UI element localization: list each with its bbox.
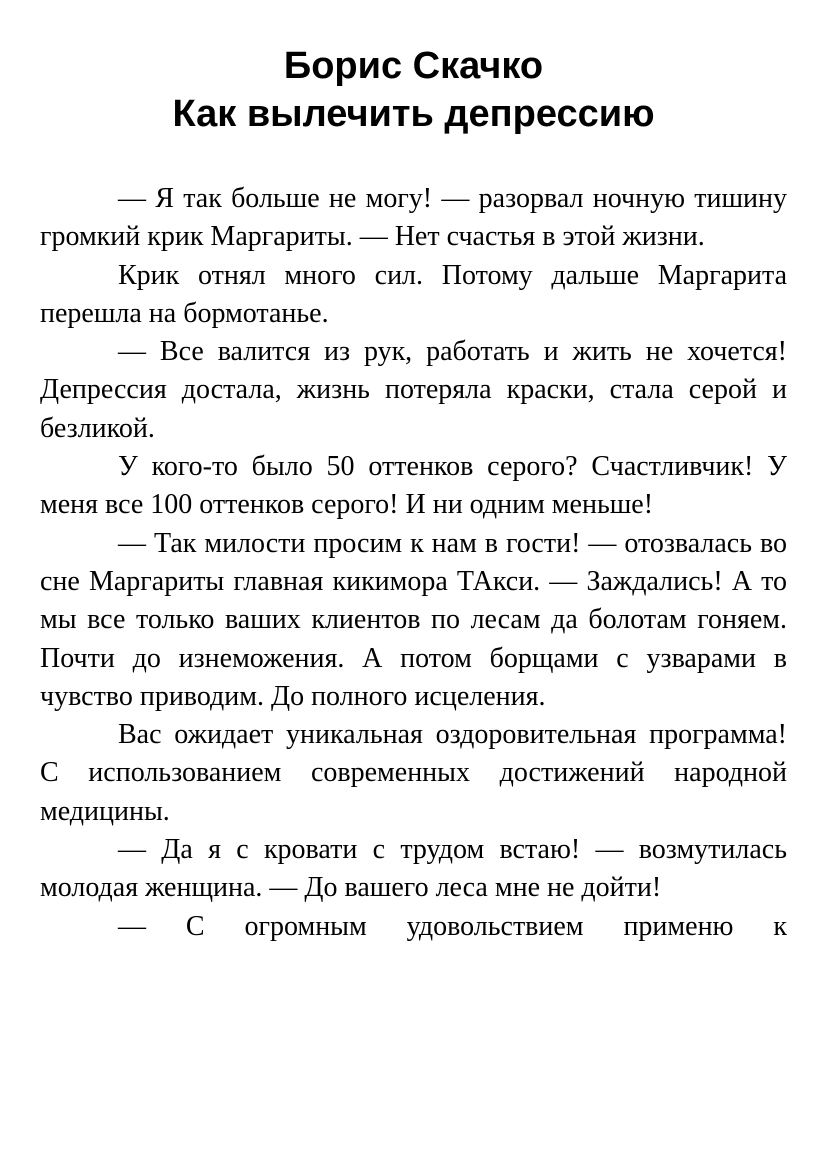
paragraph: — Да я с кровати с трудом встаю! — возмутилась молодая женщина. — До вашего леса мне не дойти!	[40, 834, 787, 904]
author-name: Борис Скачко	[283, 45, 544, 87]
paragraph: У кого-то было 50 оттенков серого? Счастливчик! У меня все 100 оттенков серого! И ни одним меньше!	[40, 451, 787, 521]
paragraph: — Я так больше не могу! — разорвал ночную тишину громкий крик Маргариты. — Нет счастья в этой жизни.	[40, 183, 787, 253]
paragraph-continued: — С огромным удовольствием применю к	[118, 910, 787, 942]
story-body	[40, 180, 787, 946]
story-title: Как вылечить депрессию	[172, 93, 655, 135]
title-block	[0, 42, 827, 138]
paragraph: — Все валится из рук, работать и жить не хочется! Депрессия достала, жизнь потеряла краски, стала серой и безликой.	[40, 336, 787, 444]
paragraph: Вас ожидает уникальная оздоровительная программа! С использованием современных достижений народной медицины.	[40, 719, 787, 827]
paragraph: Крик отнял много сил. Потому дальше Маргарита перешла на бормотанье.	[40, 259, 787, 329]
paragraph: — Так милости просим к нам в гости! — отозвалась во сне Маргариты главная кикимора ТАкси. — Заждались! А то мы все только ваших клиентов по лесам да болотам гоняем. Почти до изнеможения. А потом борщами с узварами в чувство приводим. До полного исцеления.	[40, 527, 787, 712]
